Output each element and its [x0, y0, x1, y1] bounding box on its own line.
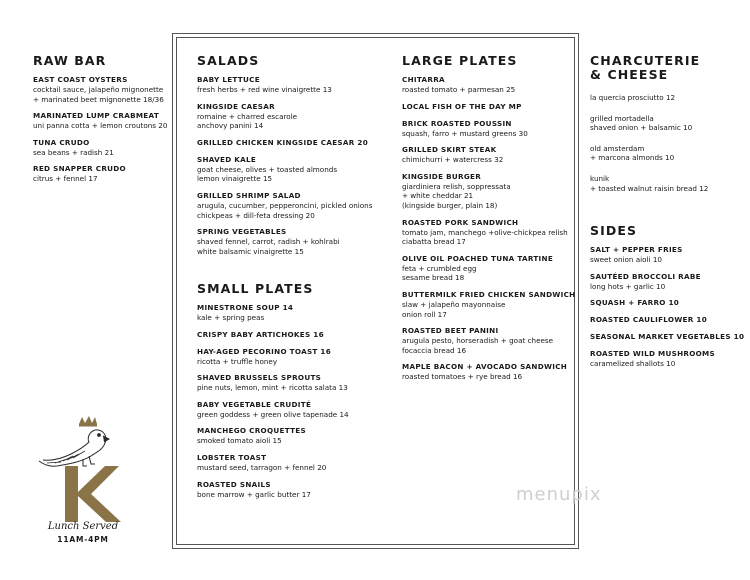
menu-item-name: CRISPY BABY ARTICHOKES 16	[197, 329, 324, 339]
sides-section	[590, 223, 745, 369]
menu-item-name: SALT + PEPPER FRIES	[590, 245, 683, 254]
menu-item	[402, 75, 572, 95]
menu-item-description: sea beans + radish 21	[33, 147, 114, 157]
sides-heading: SIDES	[590, 223, 638, 238]
menu-item-description: giardiniera relish, soppressata + white cheddar 21 (kingside burger, plain 18)	[402, 181, 511, 210]
menu-item-description: feta + crumbled egg sesame bread 18	[402, 263, 477, 283]
menu-item-description: tomato jam, manchego +olive-chickpea relish ciabatta bread 17	[402, 227, 568, 247]
charcuterie-section	[590, 54, 740, 193]
menu-item	[197, 303, 375, 323]
menu-item	[402, 145, 572, 165]
menu-item-description: mustard seed, tarragon + fennel 20	[197, 462, 327, 472]
menu-item-name: LOBSTER TOAST	[197, 452, 267, 462]
menu-item-name: MANCHEGO CROQUETTES	[197, 426, 306, 436]
small-plates-section	[197, 282, 375, 499]
menu-item-description: roasted tomato + parmesan 25	[402, 85, 516, 94]
menu-item	[197, 480, 375, 500]
menu-item	[590, 174, 740, 193]
menu-item	[590, 114, 740, 133]
menu-item-description: chimichurri + watercress 32	[402, 155, 504, 165]
menu-item-description: long hots + garlic 10	[590, 281, 666, 291]
salads-section	[197, 54, 375, 256]
watermark: menupix	[516, 484, 602, 505]
menu-item-description: la quercia prosciutto 12	[590, 93, 676, 102]
menu-item	[197, 453, 375, 473]
menu-item	[197, 347, 375, 367]
menu-item-description: grilled mortadella shaved onion + balsamic 10	[590, 113, 693, 133]
menu-item	[590, 245, 740, 265]
menu-item-name: KINGSIDE CAESAR	[197, 101, 275, 111]
menu-item-name: SAUTÉED BROCCOLI RABE	[590, 271, 701, 281]
menu-item	[197, 373, 375, 393]
menu-item-name: EAST COAST OYSTERS	[33, 75, 128, 84]
menu-item-name: GRILLED SKIRT STEAK	[402, 145, 497, 155]
menu-item-name: BABY VEGETABLE CRUDITÉ	[197, 399, 312, 409]
menu-item-name: SQUASH + FARRO 10	[590, 298, 680, 308]
menu-item-name: BUTTERMILK FRIED CHICKEN SANDWICH	[402, 289, 576, 299]
menu-item-description: squash, farro + mustard greens 30	[402, 128, 528, 138]
menu-item-description: caramelized shallots 10	[590, 359, 676, 369]
parrot-icon	[39, 430, 109, 466]
menu-item-description: slaw + jalapeño mayonnaise onion roll 17	[402, 299, 506, 319]
menu-item	[402, 119, 572, 139]
menu-item	[197, 426, 375, 446]
menu-item-description: arugula, cucumber, pepperoncini, pickled onions chickpeas + dill-feta dressing 20	[197, 200, 373, 220]
menu-item-description: citrus + fennel 17	[33, 174, 98, 184]
menu-item-name: GRILLED SHRIMP SALAD	[197, 190, 301, 200]
menu-item-description: cocktail sauce, jalapeño mignonette + marinated beet mignonette 18/36	[33, 85, 164, 104]
salads-heading: SALADS	[197, 53, 260, 68]
crown-icon	[79, 416, 97, 427]
menu-item	[402, 172, 572, 211]
menu-item	[197, 138, 375, 148]
menu-item-name: KINGSIDE BURGER	[402, 171, 482, 181]
lunch-served-label: Lunch Served	[47, 521, 119, 532]
menu-item	[197, 75, 375, 95]
menu-item-name: GRILLED CHICKEN KINGSIDE CAESAR 20	[197, 137, 368, 147]
menu-item-description: old amsterdam + marcona almonds 10	[590, 143, 675, 163]
menu-item	[33, 138, 173, 158]
charcuterie-heading: CHARCUTERIE & CHEESE	[590, 53, 701, 82]
menu-item-description: roasted tomatoes + rye bread 16	[402, 372, 523, 382]
menu-item-name: OLIVE OIL POACHED TUNA TARTINE	[402, 253, 554, 263]
menu-item	[33, 111, 173, 131]
menu-item	[197, 191, 375, 220]
menu-item	[197, 102, 375, 131]
menu-item-name: ROASTED WILD MUSHROOMS	[590, 349, 715, 359]
menu-item-description: arugula pesto, horseradish + goat cheese focaccia bread 16	[402, 336, 554, 355]
menu-item-name: RED SNAPPER CRUDO	[33, 164, 126, 174]
menu-item	[590, 93, 740, 103]
large-plates-heading: LARGE PLATES	[402, 53, 518, 68]
small-plates-heading: SMALL PLATES	[197, 281, 314, 296]
menu-item-description: smoked tomato aioli 15	[197, 436, 282, 446]
menu-item-description: green goddess + green olive tapenade 14	[197, 409, 349, 419]
menu-item	[33, 164, 173, 184]
menu-item-description: bone marrow + garlic butter 17	[197, 489, 311, 499]
menu-item-name: SHAVED KALE	[197, 154, 257, 164]
menu-item-name: ROASTED SNAILS	[197, 479, 271, 489]
menu-item	[197, 155, 375, 184]
menu-item	[402, 218, 572, 247]
menu-item	[197, 330, 375, 340]
large-plates-section	[402, 53, 576, 382]
menu-item	[402, 326, 572, 355]
menu-item	[402, 362, 572, 382]
menu-item-name: CHITARRA	[402, 75, 445, 84]
menu-item-description: goat cheese, olives + toasted almonds lemon vinaigrette 15	[197, 164, 338, 184]
menu-item-name: HAY-AGED PECORINO TOAST 16	[197, 346, 332, 356]
menu-item-name: TUNA CRUDO	[33, 137, 90, 147]
menu-item	[590, 298, 740, 308]
menu-item-description: kunik + toasted walnut raisin bread 12	[590, 173, 709, 193]
menu-item-description: romaine + charred escarole anchovy panini 14	[197, 111, 298, 131]
menu-item-name: ROASTED BEET PANINI	[402, 326, 499, 336]
menu-item-name: MAPLE BACON + AVOCADO SANDWICH	[402, 362, 568, 372]
lunch-hours: 11AM-4PM	[57, 535, 109, 544]
menu-item-description: pine nuts, lemon, mint + ricotta salata 13	[197, 383, 348, 393]
menu-item	[402, 254, 572, 283]
menu-item-name: MINESTRONE SOUP 14	[197, 303, 294, 312]
menu-item	[590, 272, 740, 292]
menu-item	[402, 102, 572, 112]
menu-item-name: SEASONAL MARKET VEGETABLES 10	[590, 332, 745, 342]
menu-item-name: LOCAL FISH OF THE DAY MP	[402, 101, 522, 111]
menu-item	[590, 315, 740, 325]
menu-item-description: shaved fennel, carrot, radish + kohlrabi white balsamic vinaigrette 15	[197, 237, 340, 256]
menu-item-name: ROASTED PORK SANDWICH	[402, 217, 519, 227]
menu-item-description: kale + spring peas	[197, 313, 265, 322]
menu-item	[33, 75, 173, 104]
menu-item-name: SHAVED BRUSSELS SPROUTS	[197, 373, 322, 383]
menu-item	[197, 227, 375, 256]
menu-item-name: MARINATED LUMP CRABMEAT	[33, 111, 160, 121]
menu-item-name: SPRING VEGETABLES	[197, 227, 287, 237]
menu-item-name: ROASTED CAULIFLOWER 10	[590, 315, 707, 325]
menu-item	[590, 332, 745, 342]
menu-item-name: BABY LETTUCE	[197, 75, 260, 84]
raw-bar-section	[33, 54, 173, 184]
raw-bar-heading: RAW BAR	[33, 53, 107, 68]
menu-item-description: sweet onion aioli 10	[590, 255, 662, 264]
menu-item-description: fresh herbs + red wine vinaigrette 13	[197, 85, 332, 94]
menu-item	[402, 289, 576, 319]
menu-item-description: ricotta + truffle honey	[197, 356, 278, 366]
menu-item	[590, 349, 740, 369]
k-letter-mark	[65, 466, 121, 522]
menu-item	[590, 144, 740, 163]
menu-item-name: BRICK ROASTED POUSSIN	[402, 118, 512, 128]
menu-item	[197, 400, 375, 420]
menu-item-description: uni panna cotta + lemon croutons 20	[33, 121, 168, 131]
